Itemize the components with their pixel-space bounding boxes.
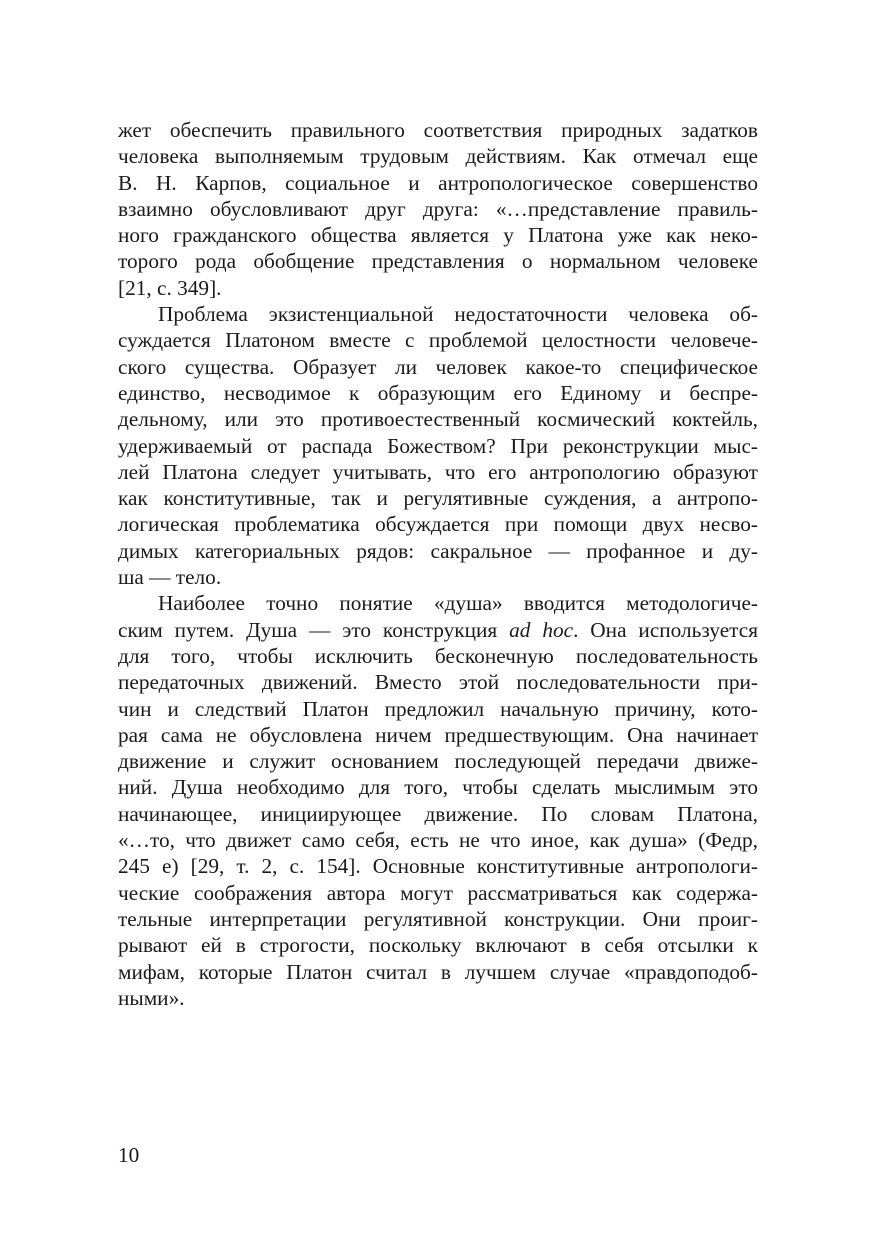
text-line: чин и следствий Платон предложил начальную причину, кото-	[118, 696, 758, 721]
text-line: [21, с. 349].	[118, 275, 222, 300]
text-line: как конститутивные, так и регулятивные суждения, а антропо-	[118, 486, 758, 511]
text-line: движение и служит основанием последующей передачи движе-	[118, 749, 758, 774]
text-line: В. Н. Карпов, социальное и антропологическое совершенство	[118, 170, 758, 195]
text-line: удерживаемый от распада Божеством? При реконструкции мыс-	[118, 433, 758, 458]
text-line: Проблема экзистенциальной недостаточности человека об-	[158, 302, 758, 327]
text-line: начинающее, инициирующее движение. По словам Платона,	[118, 801, 758, 826]
text-line: лей Платона следует учитывать, что его антропологию образуют	[118, 459, 758, 484]
text-line: мифам, которые Платон считал в лучшем случае «правдоподоб-	[118, 959, 758, 984]
text-line: единство, несводимое к образующим его Единому и беспре-	[118, 380, 758, 405]
text-line: рая сама не обусловлена ничем предшествующим. Она начинает	[118, 722, 758, 747]
text-line: ческие соображения автора могут рассматриваться как содержа-	[118, 880, 758, 905]
text-line: торого рода обобщение представления о нормальном человеке	[118, 249, 758, 274]
text-line: «…то, что движет само себя, есть не что иное, как душа» (Федр,	[118, 828, 758, 853]
text-line: ний. Душа необходимо для того, чтобы сделать мыслимым это	[118, 775, 758, 800]
text-line: суждается Платоном вместе с проблемой целостности человече-	[118, 328, 758, 353]
text-line: передаточных движений. Вместо этой последовательности при-	[118, 670, 758, 695]
text-line: человека выполняемым трудовым действиям. Как отмечал еще	[118, 144, 758, 169]
text-line: 245 е) [29, т. 2, с. 154]. Основные конститутивные антропологи-	[118, 854, 758, 879]
text-line: логическая проблематика обсуждается при помощи двух несво-	[118, 512, 758, 537]
text-segment: ским путем. Душа — это конструкция	[118, 617, 510, 642]
text-line: Наиболее точно понятие «душа» вводится методологиче-	[158, 591, 758, 616]
paragraph-3	[118, 590, 758, 1011]
text-line: ного гражданского общества является у Платона уже как неко-	[118, 223, 758, 248]
text-line: для того, чтобы исключить бесконечную последовательность	[118, 643, 758, 668]
text-line: рывают ей в строгости, поскольку включают в себя отсылки к	[118, 933, 758, 958]
text-line: тельные интерпретации регулятивной конструкции. Они проиг-	[118, 906, 758, 931]
body-text	[118, 117, 758, 1011]
text-line: ными».	[118, 985, 185, 1010]
text-line-with-italic	[118, 617, 758, 643]
text-segment: . Она используется	[573, 617, 758, 642]
text-line: дельному, или это противоестественный космический коктейль,	[118, 407, 758, 432]
text-line: ского существа. Образует ли человек какое-то специфическое	[118, 354, 758, 379]
paragraph-1	[118, 117, 758, 301]
italic-term: ad hoc	[509, 617, 574, 642]
page-number: 10	[118, 1143, 140, 1167]
text-line: димых категориальных рядов: сакральное — профанное и ду-	[118, 538, 758, 563]
text-line: ша — тело.	[118, 565, 222, 590]
paragraph-2	[118, 301, 758, 590]
text-line: взаимно обусловливают друг друга: «…представление правиль-	[118, 196, 758, 221]
text-line: жет обеспечить правильного соответствия природных задатков	[118, 118, 758, 142]
